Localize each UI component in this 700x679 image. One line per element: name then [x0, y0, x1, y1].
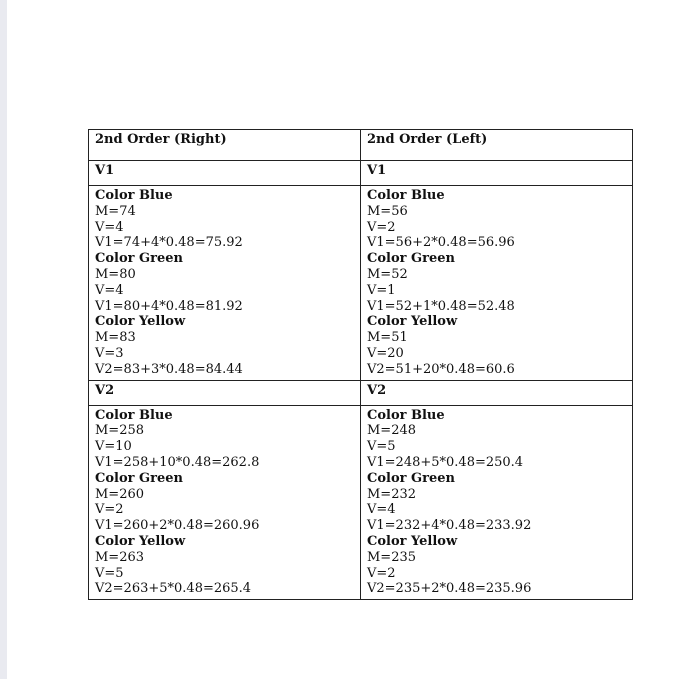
measure-line: V=2	[367, 219, 396, 235]
color-label: Color Green	[95, 251, 183, 267]
color-label: Color Green	[367, 470, 455, 486]
measure-line: M=51	[367, 330, 408, 346]
measure-line: V1=248+5*0.48=250.4	[367, 454, 524, 470]
content-cell-left	[361, 405, 633, 600]
section-label-left: V2	[361, 380, 633, 405]
measure-line: V1=56+2*0.48=56.96	[367, 235, 515, 251]
section-label-left: V1	[361, 161, 633, 186]
measure-line: V=2	[367, 565, 396, 581]
measure-line: V2=263+5*0.48=265.4	[95, 581, 252, 597]
header-left: 2nd Order (Left)	[361, 130, 633, 161]
measure-line: V=1	[367, 282, 396, 298]
measure-line: V1=80+4*0.48=81.92	[95, 298, 243, 314]
color-label: Color Yellow	[95, 314, 186, 330]
content-row-v1	[89, 186, 633, 381]
measure-line: V=4	[95, 219, 124, 235]
measure-line: V=5	[95, 565, 124, 581]
color-label: Color Blue	[95, 188, 173, 203]
measure-line: V=2	[95, 502, 124, 518]
measure-line: V1=52+1*0.48=52.48	[367, 298, 515, 314]
section-row-v2	[89, 380, 633, 405]
content-cell-left	[361, 186, 633, 381]
measure-line: V1=260+2*0.48=260.96	[95, 518, 260, 534]
measure-line: M=52	[367, 266, 408, 282]
measure-line: M=74	[95, 203, 136, 219]
measure-line: V2=51+20*0.48=60.6	[367, 361, 515, 377]
color-label: Color Blue	[95, 407, 173, 423]
measure-line: M=232	[367, 486, 417, 502]
color-label: Color Yellow	[367, 533, 458, 549]
window-left-edge	[0, 0, 7, 679]
measure-line: V1=74+4*0.48=75.92	[95, 235, 243, 251]
measure-line: V2=235+2*0.48=235.96	[367, 581, 532, 597]
measure-line: V=4	[367, 502, 396, 518]
measure-line: M=83	[95, 330, 136, 346]
measure-line: V=10	[95, 439, 132, 455]
measurements-table	[88, 129, 633, 600]
color-label: Color Yellow	[367, 314, 458, 330]
measure-line: V=20	[367, 345, 404, 361]
measure-line: M=80	[95, 266, 136, 282]
content-cell-right	[89, 405, 361, 600]
color-label: Color Green	[95, 470, 183, 486]
measure-line: V1=258+10*0.48=262.8	[95, 454, 260, 470]
measure-line: V=4	[95, 282, 124, 298]
section-row-v1	[89, 161, 633, 186]
header-row	[89, 130, 633, 161]
measure-line: V=3	[95, 345, 124, 361]
measure-line: V=5	[367, 439, 396, 455]
header-right: 2nd Order (Right)	[89, 130, 361, 161]
measure-line: M=263	[95, 549, 145, 565]
measure-line: M=56	[367, 203, 408, 219]
content-cell-right	[89, 186, 361, 381]
section-label-right: V2	[89, 380, 361, 405]
color-label: Color Blue	[367, 407, 445, 423]
measure-line: M=260	[95, 486, 145, 502]
measure-line: V1=232+4*0.48=233.92	[367, 518, 532, 534]
measure-line: V2=83+3*0.48=84.44	[95, 361, 243, 377]
section-label-right: V1	[89, 161, 361, 186]
color-label: Color Yellow	[95, 533, 186, 549]
measure-line: M=258	[95, 423, 145, 439]
measure-line: M=248	[367, 423, 417, 439]
color-label: Color Green	[367, 251, 455, 267]
measure-line: M=235	[367, 549, 417, 565]
content-row-v2	[89, 405, 633, 600]
color-label: Color Blue	[367, 188, 445, 203]
